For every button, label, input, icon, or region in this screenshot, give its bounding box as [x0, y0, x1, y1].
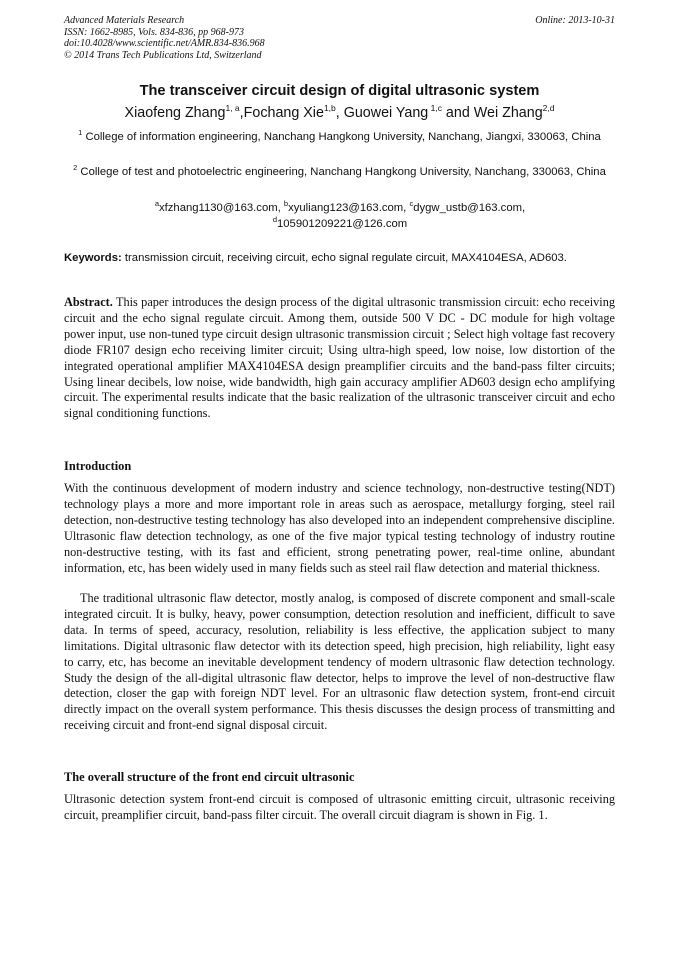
online-date: Online: 2013-10-31 — [535, 15, 615, 26]
affiliation-2 — [64, 165, 615, 181]
journal-name: Advanced Materials Research — [64, 15, 185, 26]
abstract-label: Abstract. — [64, 295, 113, 309]
email-address[interactable]: 105901209221@126.com — [276, 217, 408, 230]
introduction-paragraph-1: With the continuous development of modern industry and science technology, non-destructive testing(NDT) technology plays a more and more important role in areas such as aerospace, metallurgy forging, steel rail detection, non-destructive testing technology has also developed into an independent comprehensive discipline. Ultrasonic flaw detection technology, as one of the five major typical testing technology of industry routine non-destructive testing, with its fast and efficient, strong penetrating power, real-time online, abundant information, etc, has been widely used in many fields such as steel rail flaw detection and material thickness. — [64, 481, 615, 575]
keywords-paragraph — [64, 251, 615, 266]
author-name: Wei Zhang — [473, 105, 543, 121]
affiliation-1 — [64, 130, 615, 146]
author-separator: , — [335, 105, 344, 121]
email-address[interactable]: xfzhang1130@163.com, — [158, 202, 284, 214]
author-affiliation-mark: 1, a — [225, 103, 240, 113]
author-name: Fochang Xie — [243, 105, 324, 121]
paper-title: The transceiver circuit design of digital ultrasonic system — [139, 83, 540, 99]
email-list — [110, 201, 570, 232]
doi-line: doi:10.4028/www.scientific.net/AMR.834-836.968 — [64, 38, 265, 50]
affiliation-number: 2 — [73, 163, 78, 172]
email-mark: a — [154, 199, 159, 208]
section-heading-overall-structure: The overall structure of the front end circuit ultrasonic — [64, 770, 355, 784]
email-address[interactable]: dygw_ustb@163.com, — [413, 202, 526, 214]
issn-line: ISSN: 1662-8985, Vols. 834-836, pp 968-973 — [64, 26, 244, 38]
email-mark: c — [409, 199, 414, 208]
author-list — [64, 104, 615, 122]
abstract-text: This paper introduces the design process of the digital ultrasonic transmission circuit: echo receiving circuit and the echo signal regulate circuit. Among them, outside 500 V DC - DC module for high voltage power input, use non-tuned type circuit design ultrasonic transmission circuit ; Select high voltage fast recovery diode FR107 design echo receiving limiter circuit; Using ultra-high speed, low noise, low distortion of the integrated operational amplifier MAX4104ESA design preamplifier circuits and the band-pass filter circuits; Using linear decibels, low noise, wide bandwidth, high gain accuracy amplifier AD603 design echo amplifying circuit. The experimental results indicate that the basic realization of the ultrasonic transceiver circuit and echo signal conditioning functions. — [64, 295, 615, 421]
author-affiliation-mark: 1,c — [428, 103, 442, 113]
introduction-paragraph-2: The traditional ultrasonic flaw detector, mostly analog, is composed of discrete component and small-scale integrated circuit. It is bulky, heavy, power consumption, detection resolution and inefficient, difficult to save data. In terms of speed, accuracy, resolution, reliability is less effective, the application subject to many limitations. Digital ultrasonic flaw detector with its detection speed, high precision, high reliability, light easy to carry, etc, has become an inevitable development tendency of modern ultrasonic flaw detection technology. Study the design of the all-digital ultrasonic flaw detector, helps to improve the level of non-destructive flaw detection, closer the gap with foreign NDT level. For an ultrasonic flaw detection system, front-end circuit directly impact on the overall system performance. This thesis discusses the design process of transmitting and receiving circuit and front-end signal disposal circuit. — [64, 591, 615, 733]
overall-structure-paragraph: Ultrasonic detection system front-end circuit is composed of ultrasonic emitting circuit, ultrasonic receiving circuit, preamplifier circuit, band-pass filter circuit. The overall circuit diagram is shown in Fig. 1. — [64, 792, 615, 822]
author-name: Guowei Yang — [343, 105, 429, 121]
author-affiliation-mark: 1,b — [323, 103, 336, 113]
author-separator: and — [441, 105, 474, 121]
journal-header — [64, 15, 615, 61]
affiliation-text: College of information engineering, Nanchang Hangkong University, Nanchang, Jiangxi, 330063, China — [82, 131, 601, 143]
affiliation-number: 1 — [78, 128, 83, 137]
email-address[interactable]: xyuliang123@163.com, — [288, 202, 410, 214]
copyright-line: © 2014 Trans Tech Publications Ltd, Switzerland — [64, 49, 262, 61]
email-mark: b — [283, 199, 289, 208]
keywords-text: transmission circuit, receiving circuit, echo signal regulate circuit, MAX4104ESA, AD603. — [121, 252, 567, 264]
abstract-paragraph — [64, 295, 615, 422]
author-name: Xiaofeng Zhang — [124, 105, 226, 121]
affiliation-text: College of test and photoelectric engineering, Nanchang Hangkong University, Nanchang, 330063, China — [77, 166, 606, 178]
author-affiliation-mark: 2,d — [542, 103, 555, 113]
email-mark: d — [272, 214, 277, 224]
introduction-heading: Introduction — [64, 459, 132, 473]
keywords-label: Keywords: — [64, 252, 122, 264]
author-separator: , — [239, 105, 244, 121]
